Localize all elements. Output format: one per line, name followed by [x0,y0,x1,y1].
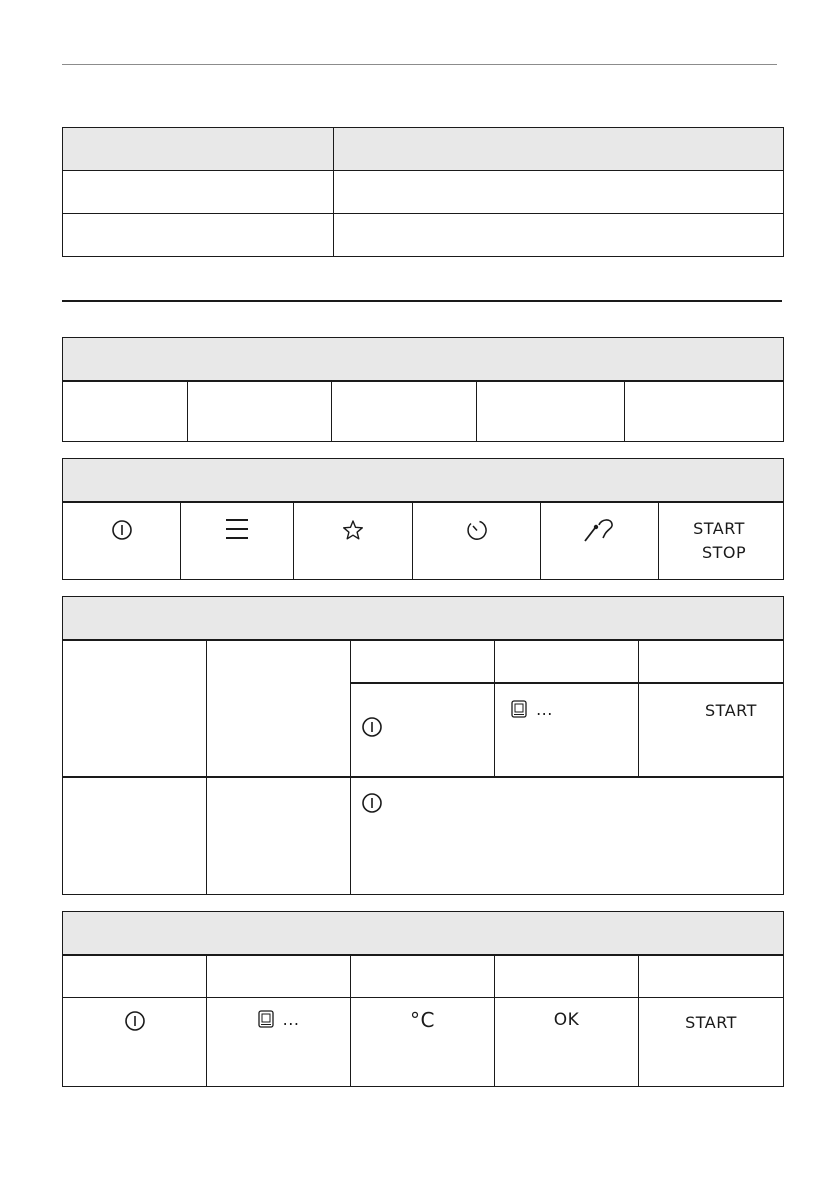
table-4-cell [207,640,351,777]
start-label: START [705,700,757,720]
table-2-cell [477,381,625,442]
table-4-cell [495,640,639,683]
table-2-header [63,338,784,381]
cell-probe [541,502,659,580]
table-5 [62,911,784,1087]
table-1-cell [334,171,784,214]
start-label: START [693,518,745,538]
ellipsis-text: ... [536,699,553,719]
table-4-header [63,597,784,640]
table-5-cell-power [63,998,207,1087]
table-1-cell [334,214,784,257]
table-1-cell [63,171,334,214]
table-4-cell-oven [495,683,639,777]
table-5-cell-ok [495,998,639,1087]
top-rule [62,64,777,65]
table-5-cell-oven [207,998,351,1087]
table-1-header-col-2 [334,128,784,171]
table-2 [62,337,784,442]
table-3-controls [62,458,784,580]
table-1 [62,127,784,257]
table-5-cell-start [639,998,784,1087]
ellipsis-text: ... [282,1010,300,1029]
cell-favourite [294,502,413,580]
table-4-cell [63,777,207,895]
table-5-cell [639,955,784,998]
table-5-cell [351,955,495,998]
table-4-cell-power [351,683,495,777]
table-3-header [63,459,784,502]
oven-function-icon [258,1010,274,1028]
table-2-cell [63,381,188,442]
table-2-cell [188,381,332,442]
start-label: START [685,1013,737,1032]
table-4-cell [351,640,495,683]
table-5-cell-temperature [351,998,495,1087]
star-icon [342,519,364,541]
ok-label: OK [553,1010,580,1030]
table-2-cell [625,381,784,442]
food-probe-icon [583,517,617,543]
table-2-cell [332,381,477,442]
table-4-cell [63,640,207,777]
table-4 [62,596,784,895]
table-1-cell [63,214,334,257]
celsius-icon: °C [410,1008,435,1032]
power-icon [124,1010,146,1032]
cell-start-stop [659,502,784,580]
power-icon [361,792,383,814]
table-5-cell [207,955,351,998]
table-5-cell [63,955,207,998]
stop-label: STOP [701,542,747,562]
table-4-cell-start [639,683,784,777]
table-4-cell [639,640,784,683]
section-rule [62,300,782,302]
timer-icon [466,519,488,541]
cell-menu [181,502,294,580]
oven-function-icon [511,700,527,718]
table-5-header [63,912,784,955]
table-1-header-col-1 [63,128,334,171]
power-icon [111,519,133,541]
cell-power [63,502,181,580]
cell-timer [413,502,541,580]
table-5-cell [495,955,639,998]
table-4-cell-power-wide [351,777,784,895]
table-4-cell [207,777,351,895]
menu-icon [225,517,249,541]
power-icon [361,716,383,738]
